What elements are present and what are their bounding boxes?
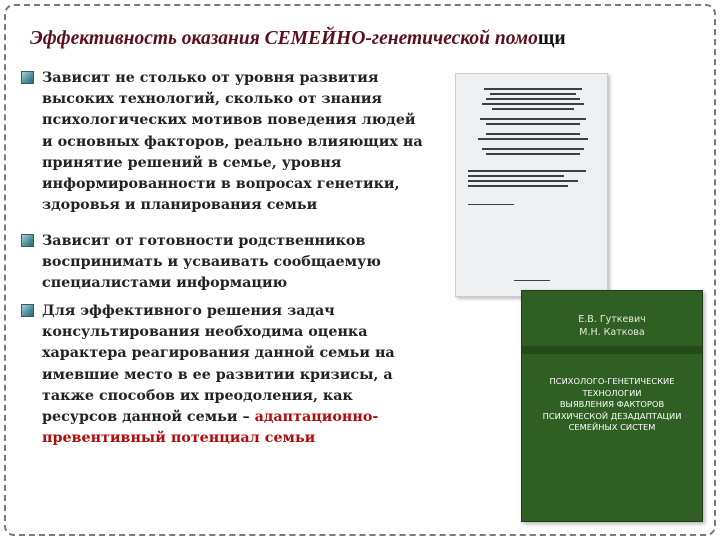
bullet-item bbox=[20, 68, 423, 216]
bullet-line: специалистами информацию bbox=[42, 275, 288, 292]
bullet-line: консультирования необходима оценка bbox=[42, 324, 368, 341]
book-title bbox=[522, 376, 702, 434]
bullet-line: здоровья и планирования семьи bbox=[42, 197, 318, 214]
book-title-line: ПСИХИЧЕСКОЙ ДЕЗАДАПТАЦИИ bbox=[542, 410, 682, 421]
highlight-text: адаптационно- bbox=[254, 409, 379, 426]
bullet-text bbox=[20, 301, 395, 449]
book-author: Е.В. Гуткевич bbox=[578, 314, 646, 325]
book-title-line: ПСИХОЛОГО-ГЕНЕТИЧЕСКИЕ bbox=[549, 376, 675, 386]
bullet-line bbox=[42, 407, 395, 428]
slide-title bbox=[30, 28, 700, 50]
bullet-text bbox=[20, 231, 381, 295]
book-band bbox=[522, 346, 702, 354]
document-cover-image bbox=[455, 73, 608, 297]
slide-title-main: Эффективность оказания СЕМЕЙНО-генетической помо bbox=[30, 28, 538, 49]
bullet-line: психологических мотивов поведения людей bbox=[42, 112, 416, 129]
bullet-line: имевшие место в ее развитии кризисы, а bbox=[42, 366, 393, 383]
bullet-line: характера реагирования данной семьи на bbox=[42, 345, 395, 362]
bullet-line: воспринимать и усваивать сообщаемую bbox=[42, 254, 381, 271]
book-title-line: ВЫЯВЛЕНИЯ ФАКТОРОВ bbox=[559, 399, 665, 409]
bullet-square-icon bbox=[21, 71, 34, 84]
bullet-line: высоких технологий, сколько от знания bbox=[42, 91, 382, 108]
highlight-line: превентивный потенциал семьи bbox=[42, 430, 316, 447]
slide-title-tail: щи bbox=[537, 28, 566, 49]
bullet-line: Для эффективного решения задач bbox=[42, 303, 335, 319]
bullet-text bbox=[20, 68, 423, 216]
bullet-line: принятие решений в семье, уровня bbox=[42, 154, 342, 171]
book-author: М.Н. Каткова bbox=[579, 327, 645, 338]
bullet-line: и основных факторов, реально влияющих на bbox=[42, 133, 423, 150]
bullet-item bbox=[20, 231, 381, 295]
book-cover-image bbox=[521, 290, 703, 522]
bullet-line: информированности в вопросах генетики, bbox=[42, 176, 400, 193]
bullet-line-text: ресурсов данной семьи – bbox=[42, 409, 255, 426]
bullet-item bbox=[20, 301, 395, 449]
bullet-square-icon bbox=[21, 304, 34, 317]
book-authors bbox=[522, 313, 702, 339]
bullet-line: Зависит от готовности родственников bbox=[42, 233, 366, 249]
book-title-line: ТЕХНОЛОГИИ bbox=[582, 387, 642, 398]
bullet-line: Зависит не столько от уровня развития bbox=[42, 70, 379, 86]
book-title-line: СЕМЕЙНЫХ СИСТЕМ bbox=[568, 422, 656, 432]
bullet-line: также способов их преодоления, как bbox=[42, 387, 353, 404]
bullet-square-icon bbox=[21, 234, 34, 247]
